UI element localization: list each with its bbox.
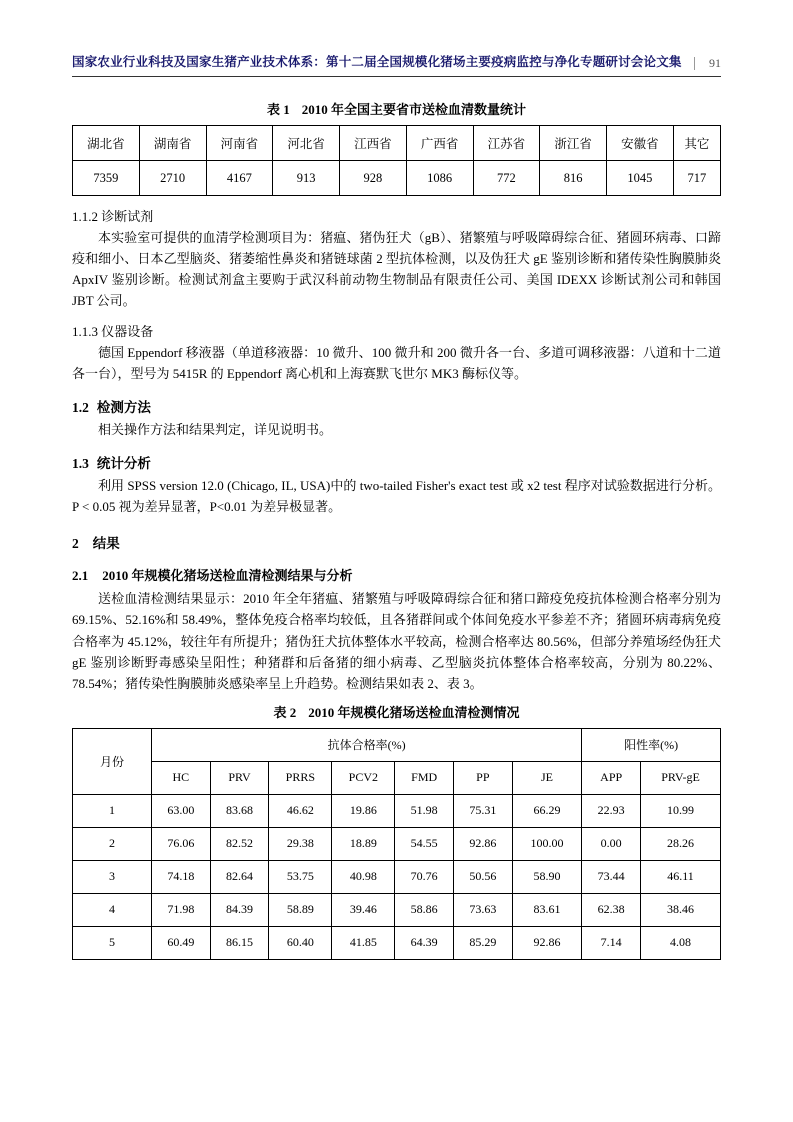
table-row (73, 860, 721, 893)
table-cell: 22.93 (582, 794, 641, 827)
heading-2-text: 结果 (92, 536, 120, 552)
heading-1-2 (72, 396, 721, 416)
paragraph-1-2: 相关操作方法和结果判定，详见说明书。 (98, 422, 333, 438)
heading-1-1-2: 1.1.2 诊断试剂 (72, 209, 154, 224)
table1-caption-text: 2010 年全国主要省市送检血清数量统计 (301, 102, 527, 117)
table-cell: 其它 (673, 126, 720, 161)
table-row-group-header (73, 728, 721, 761)
table-cell: 19.86 (332, 794, 395, 827)
table-cell: HC (152, 761, 211, 794)
table-cell: 75.31 (453, 794, 512, 827)
table1-caption (72, 99, 721, 118)
table-cell: 浙江省 (540, 126, 607, 161)
table-cell: 92.86 (453, 827, 512, 860)
table-cell: 76.06 (152, 827, 211, 860)
table-cell: 73.44 (582, 860, 641, 893)
table-cell: 29.38 (269, 827, 332, 860)
table-cell: 湖北省 (73, 126, 140, 161)
table-cell: 66.29 (512, 794, 582, 827)
table-cell: 913 (273, 161, 340, 196)
table-row-subheader (73, 761, 721, 794)
table-cell: 7359 (73, 161, 140, 196)
table-cell: 64.39 (395, 926, 454, 959)
table-cell: 4 (73, 893, 152, 926)
heading-1-1-3: 1.1.3 仪器设备 (72, 324, 154, 340)
table-cell: 82.52 (210, 827, 269, 860)
table-cell: 53.75 (269, 860, 332, 893)
heading-1-2-text: 检测方法 (96, 400, 151, 416)
table-cell: 2 (73, 827, 152, 860)
table-cell: APP (582, 761, 641, 794)
table-cell: 2710 (139, 161, 206, 196)
paragraph-1-3: 利用 SPSS version 12.0 (Chicago, IL, USA)中的 two-tailed Fisher's exact test 或 x2 test 程序对试验数据进行分析。P < 0.05 视为差异显著，P<0.01 为差异极显著。 (72, 478, 721, 515)
table-cell: 10.99 (641, 794, 721, 827)
table-cell: 83.61 (512, 893, 582, 926)
table-province-serum-counts (72, 125, 721, 196)
table-cell: 82.64 (210, 860, 269, 893)
table-cell: 73.63 (453, 893, 512, 926)
table-cell-group-positive: 阳性率(%) (582, 728, 721, 761)
table-row-header (73, 126, 721, 161)
table-cell: 广西省 (406, 126, 473, 161)
table-cell: 70.76 (395, 860, 454, 893)
table-cell: JE (512, 761, 582, 794)
heading-1-3 (72, 452, 721, 472)
table-cell: 62.38 (582, 893, 641, 926)
table-cell: 74.18 (152, 860, 211, 893)
table-cell: 41.85 (332, 926, 395, 959)
table-cell: 92.86 (512, 926, 582, 959)
table-cell: 46.62 (269, 794, 332, 827)
table-cell: 4167 (206, 161, 273, 196)
table1-caption-number: 表 1 (266, 102, 290, 117)
table-row (73, 926, 721, 959)
table-cell: 1 (73, 794, 152, 827)
heading-2 (72, 532, 721, 552)
table2-caption-number: 表 2 (273, 704, 297, 720)
table-cell: 39.46 (332, 893, 395, 926)
heading-2-1-text: 2010 年规模化猪场送检血清检测结果与分析 (102, 568, 353, 584)
table-cell: 58.90 (512, 860, 582, 893)
table-cell: 60.40 (269, 926, 332, 959)
table-cell: 湖南省 (139, 126, 206, 161)
heading-1-3-number: 1.3 (72, 456, 89, 472)
paragraph-1-1-3: 德国 Eppendorf 移液器（单道移液器：10 微升、100 微升和 200 微升各一台、多道可调移液器：八道和十二道各一台），型号为 5415R 的 Eppendorf 离心机和上海赛默飞世尔 MK3 酶标仪等。 (72, 345, 721, 382)
table2-caption-text: 2010 年规模化猪场送检血清检测情况 (308, 704, 520, 720)
table-cell: 100.00 (512, 827, 582, 860)
paragraph-2-1: 送检血清检测结果显示：2010 年全年猪瘟、猪繁殖与呼吸障碍综合征和猪口蹄疫免疫抗体检测合格率分别为 69.15%、52.16%和 58.49%，整体免疫合格率均较低，且各猪群间或个体间免疫水平参差不齐；猪圆环病毒病免疫合格率为 45.12%，较往年有所提升；猪伪狂犬抗体整体水平较高，检测合格率达 80.56%，但部分养殖场经伪狂犬 gE 鉴别诊断野毒感染呈阳性；种猪群和后备猪的细小病毒、乙型脑炎抗体整体合格率较高，分别为 80.22%、78.54%；猪传染性胸膜肺炎感染率呈上升趋势。检测结果如表 2、表 3。 (72, 591, 721, 691)
table-cell: 51.98 (395, 794, 454, 827)
heading-2-1-number: 2.1 (72, 568, 89, 584)
table-cell: 28.26 (641, 827, 721, 860)
table-cell: 717 (673, 161, 720, 196)
table-cell: 0.00 (582, 827, 641, 860)
table-row (73, 827, 721, 860)
table-cell: 816 (540, 161, 607, 196)
table-cell: 38.46 (641, 893, 721, 926)
table-cell: 江西省 (340, 126, 407, 161)
table-cell: 18.89 (332, 827, 395, 860)
table-cell: PRV-gE (641, 761, 721, 794)
table-cell: 772 (473, 161, 540, 196)
table-serum-test-results (72, 728, 721, 960)
table-cell: 50.56 (453, 860, 512, 893)
table-row (73, 161, 721, 196)
table-row (73, 794, 721, 827)
table-cell: 71.98 (152, 893, 211, 926)
table-cell-group-antibody: 抗体合格率(%) (152, 728, 582, 761)
table-cell: 54.55 (395, 827, 454, 860)
table-cell: 5 (73, 926, 152, 959)
table-cell: 河北省 (273, 126, 340, 161)
table-cell: 7.14 (582, 926, 641, 959)
table-cell: 60.49 (152, 926, 211, 959)
table-cell: 85.29 (453, 926, 512, 959)
table-cell: 河南省 (206, 126, 273, 161)
table-cell: 1045 (607, 161, 674, 196)
heading-2-1 (72, 565, 721, 584)
table-cell: 63.00 (152, 794, 211, 827)
table-cell: 58.89 (269, 893, 332, 926)
heading-2-number: 2 (72, 536, 79, 552)
table-cell: 86.15 (210, 926, 269, 959)
table-cell: PCV2 (332, 761, 395, 794)
table-cell: 928 (340, 161, 407, 196)
table-cell: 4.08 (641, 926, 721, 959)
table-cell: PP (453, 761, 512, 794)
table-cell: 58.86 (395, 893, 454, 926)
table-cell: 1086 (406, 161, 473, 196)
table-cell: 3 (73, 860, 152, 893)
heading-1-2-number: 1.2 (72, 400, 89, 416)
table-cell: 46.11 (641, 860, 721, 893)
paragraph-1-1-2: 本实验室可提供的血清学检测项目为：猪瘟、猪伪狂犬（gB）、猪繁殖与呼吸障碍综合征、猪圆环病毒、口蹄疫和细小、日本乙型脑炎、猪萎缩性鼻炎和猪链球菌 2 型抗体检测，以及伪狂犬 gE 鉴别诊断和猪传染性胸膜肺炎 ApxIV 鉴别诊断。检测试剂盒主要购于武汉科前动物生物制品有限责任公司、美国 IDEXX 诊断试剂公司和韩国 JBT 公司。 (72, 230, 721, 309)
table-cell: 84.39 (210, 893, 269, 926)
header-title: 国家农业行业科技及国家生猪产业技术体系：第十二届全国规模化猪场主要疫病监控与净化专题研讨会论文集 (72, 55, 682, 69)
table-cell: FMD (395, 761, 454, 794)
heading-1-3-text: 统计分析 (96, 456, 151, 472)
table-cell: 江苏省 (473, 126, 540, 161)
table-cell: PRRS (269, 761, 332, 794)
table-cell-month-header: 月份 (73, 728, 152, 794)
table-cell: 40.98 (332, 860, 395, 893)
table2-caption (72, 702, 721, 721)
page-number: 91 (694, 57, 721, 70)
table-cell: PRV (210, 761, 269, 794)
table-row (73, 893, 721, 926)
page-header (72, 52, 721, 77)
table-cell: 安徽省 (607, 126, 674, 161)
table-cell: 83.68 (210, 794, 269, 827)
